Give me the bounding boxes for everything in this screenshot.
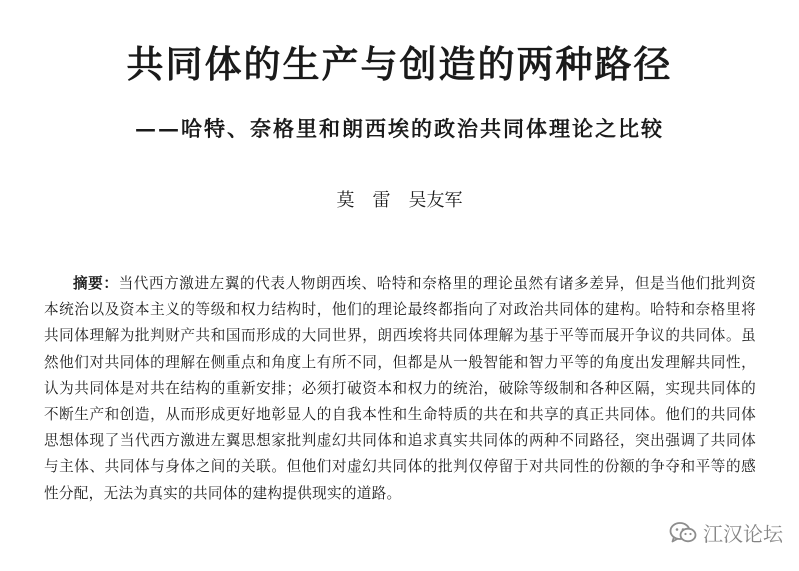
watermark <box>669 518 783 547</box>
abstract <box>44 271 756 507</box>
author-list <box>0 188 799 214</box>
author-name: 吴友军 <box>408 190 463 211</box>
abstract-text: 当代西方激进左翼的代表人物朗西埃、哈特和奈格里的理论虽然有诸多差异，但是当他们批判资本统治以及资本主义的等级和权力结构时，他们的理论最终都指向了对政治共同体的建构。哈特和奈格里将共同体理解为批判财产共和国而形成的大同世界，朗西埃将共同体理解为基于平等而展开争议的共同体。虽然他们对共同体的理解在侧重点和角度上有所不同，但都是从一般智能和智力平等的角度出发理解共同性，认为共同体是对共在结构的重新安排；必须打破资本和权力的统治，破除等级制和各种区隔，实现共同体的不断生产和创造，从而形成更好地彰显人的自我本性和生命特质的共在和共享的真正共同体。他们的共同体思想体现了当代西方激进左翼思想家批判虚幻共同体和追求真实共同体的两种不同路径，突出强调了共同体与主体、共同体与身体之间的关联。但他们对虚幻共同体的批判仅停留于对共同性的份额的争夺和平等的感性分配，无法为真实的共同体的建构提供现实的道路。 <box>44 275 756 502</box>
watermark-text: 江汉论坛 <box>703 522 783 546</box>
abstract-label: 摘要： <box>73 275 119 292</box>
paper-title: 共同体的生产与创造的两种路径 <box>126 42 673 86</box>
wechat-icon <box>669 521 697 545</box>
author-name: 莫 雷 <box>336 190 391 211</box>
paper-subtitle: ——哈特、奈格里和朗西埃的政治共同体理论之比较 <box>135 116 664 141</box>
